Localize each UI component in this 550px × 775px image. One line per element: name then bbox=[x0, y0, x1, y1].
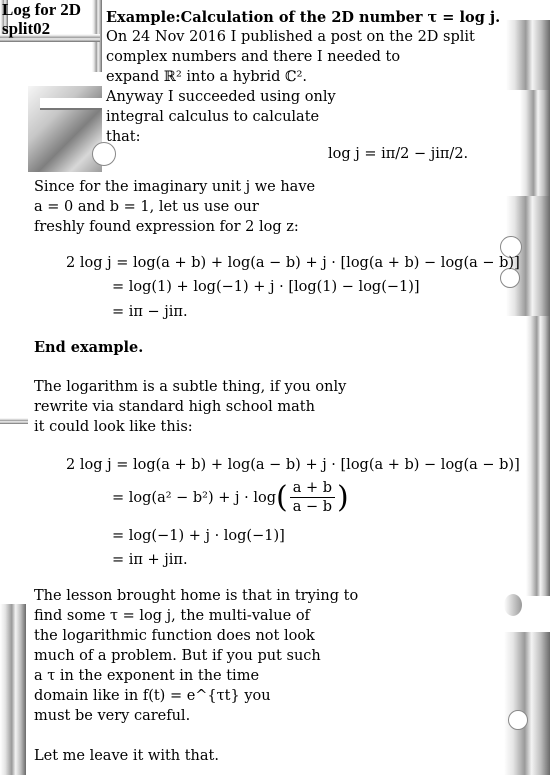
title-line-2: split02 bbox=[2, 19, 51, 38]
paragraph-2: The logarithm is a subtle thing, if you only rewrite via standard high school math it could look like this: bbox=[34, 379, 347, 435]
equation-2-line-4: = iπ + jiπ. bbox=[112, 552, 188, 568]
page-title bbox=[2, 0, 81, 38]
frame-left-bottom bbox=[0, 604, 26, 775]
frame-left-mid bbox=[0, 418, 28, 424]
equation-2-line-2: = log(a² − b²) + j · log ( $\frac{a + b}{a - b}$ ) bbox=[112, 479, 349, 515]
closing-line: Let me leave it with that. bbox=[34, 748, 219, 764]
frame-right-top bbox=[506, 20, 550, 90]
equation-1-line-2: = log(1) + log(−1) + j · [log(1) − log(−1)] bbox=[112, 279, 420, 295]
intro-text: On 24 Nov 2016 I published a post on the 2D split complex numbers and there I needed to expand ℝ² into a hybrid ℂ². Anyway I succeeded using only integral calculus to calculate that: bbox=[106, 29, 475, 145]
equation-1-line-1: 2 log j = log(a + b) + log(a − b) + j · [log(a + b) − log(a − b)] bbox=[66, 255, 520, 271]
paragraph-1: Since for the imaginary unit j we have a = 0 and b = 1, let us use our freshly found expression for 2 log z: bbox=[34, 179, 316, 235]
frame-right-bottom bbox=[504, 632, 550, 775]
paragraph-3: The lesson brought home is that in trying to find some τ = log j, the multi-value of the logarithmic function does not look much of a problem. But if you put such a τ in the exponent in the time domain like in f(t) = e^{τt} you must be very careful. bbox=[34, 588, 359, 724]
fraction: $\frac{a + b}{a - b}$ bbox=[290, 479, 335, 516]
title-line-1: Log for 2D bbox=[2, 0, 82, 19]
intro-result-equation: log j = iπ/2 − jiπ/2. bbox=[328, 146, 469, 162]
equation-2-line-1: 2 log j = log(a + b) + log(a − b) + j · [log(a + b) − log(a − b)] bbox=[66, 457, 520, 473]
equation-1-line-3: = iπ − jiπ. bbox=[112, 304, 188, 320]
example-heading: Example:Calculation of the 2D number τ = log j. bbox=[106, 9, 501, 26]
equation-2-line-3: = log(−1) + j · log(−1)] bbox=[112, 528, 285, 544]
end-example: End example. bbox=[34, 339, 144, 356]
